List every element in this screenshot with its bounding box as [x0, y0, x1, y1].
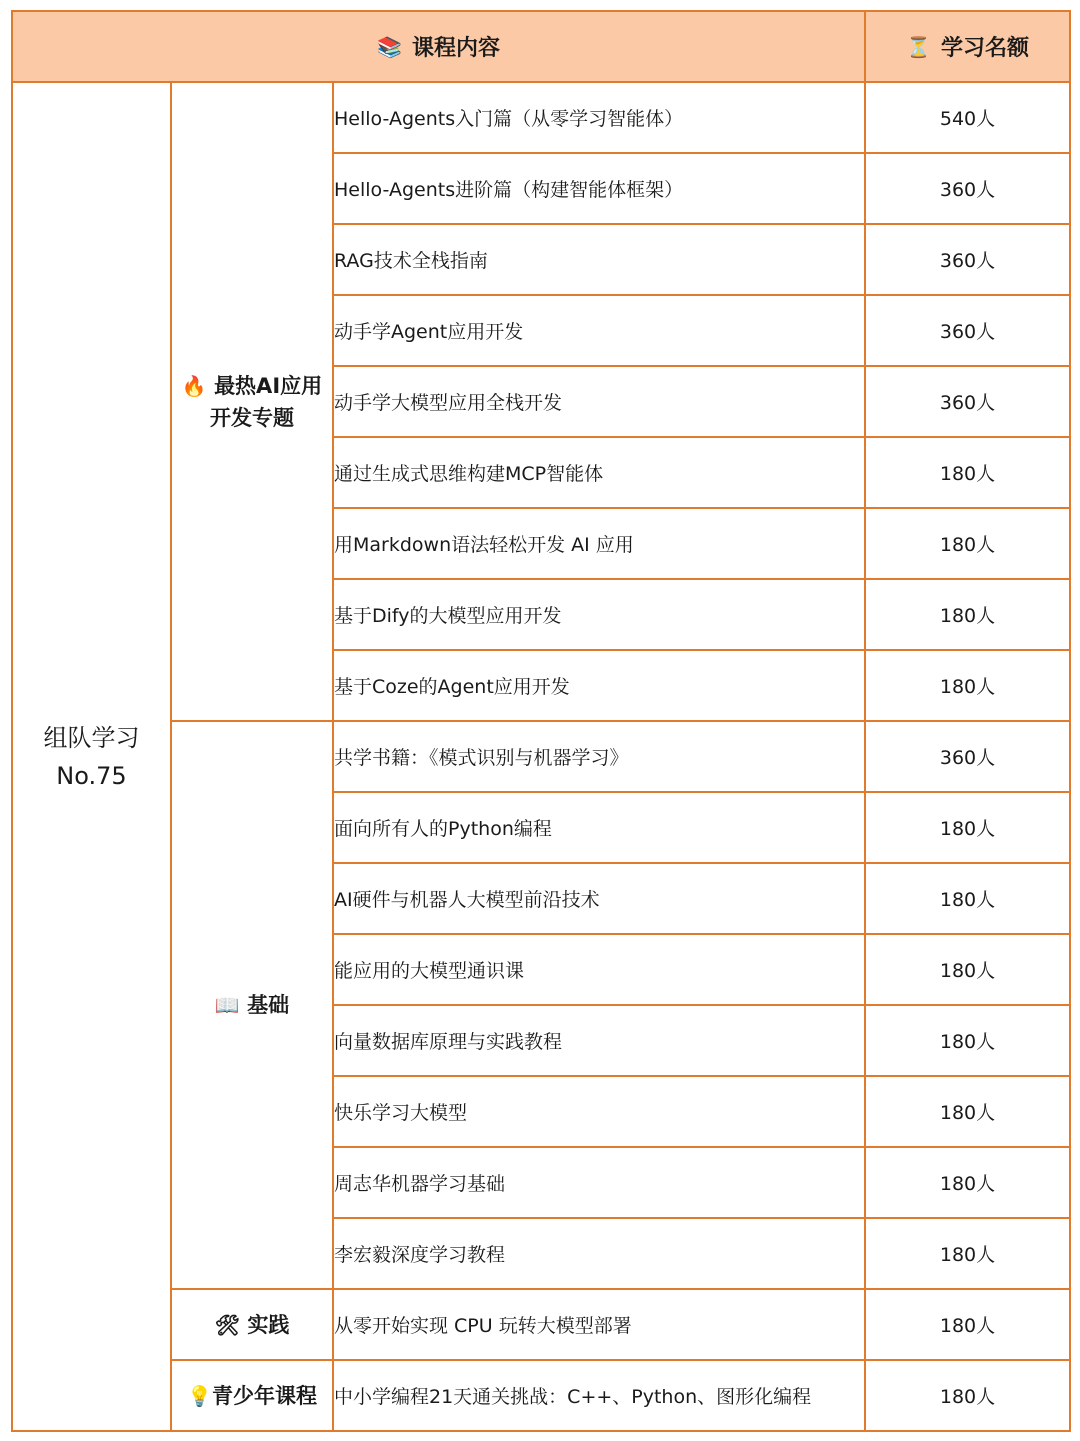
table-row	[12, 82, 1070, 153]
tools-icon: 🛠	[214, 1312, 241, 1337]
lightbulb-icon: 💡	[187, 1383, 212, 1408]
course-name: 动手学Agent应用开发	[333, 295, 865, 366]
category-basic	[171, 721, 333, 1289]
course-quota: 180人	[865, 1076, 1070, 1147]
category-hot-line1: 最热AI应用	[214, 373, 323, 398]
course-quota: 180人	[865, 1147, 1070, 1218]
course-name: AI硬件与机器人大模型前沿技术	[333, 863, 865, 934]
course-quota: 360人	[865, 295, 1070, 366]
course-quota: 180人	[865, 1360, 1070, 1431]
course-table	[11, 10, 1071, 1432]
table-row	[12, 1360, 1070, 1431]
course-quota: 180人	[865, 934, 1070, 1005]
course-quota: 360人	[865, 366, 1070, 437]
course-name: 能应用的大模型通识课	[333, 934, 865, 1005]
course-quota: 180人	[865, 508, 1070, 579]
category-youth-label: 青少年课程	[211, 1383, 317, 1408]
course-quota: 360人	[865, 153, 1070, 224]
category-hot-ai	[171, 82, 333, 721]
course-name: 基于Coze的Agent应用开发	[333, 650, 865, 721]
course-name: 面向所有人的Python编程	[333, 792, 865, 863]
category-basic-label: 基础	[247, 993, 290, 1017]
course-name: 通过生成式思维构建MCP智能体	[333, 437, 865, 508]
course-name: 动手学大模型应用全栈开发	[333, 366, 865, 437]
category-youth	[171, 1360, 333, 1431]
header-row	[12, 11, 1070, 82]
books-icon: 📚	[377, 34, 402, 59]
hourglass-icon: ⏳	[906, 34, 931, 59]
header-quota-label: 学习名额	[940, 36, 1029, 61]
category-practice	[171, 1289, 333, 1360]
group-title: 组队学习	[43, 723, 140, 752]
header-course-content	[12, 11, 865, 82]
group-cell	[12, 82, 171, 1431]
table-row	[12, 721, 1070, 792]
course-quota: 180人	[865, 1218, 1070, 1289]
course-name: 中小学编程21天通关挑战：C++、Python、图形化编程	[333, 1360, 865, 1431]
course-name: 基于Dify的大模型应用开发	[333, 579, 865, 650]
course-quota: 180人	[865, 863, 1070, 934]
course-name: 周志华机器学习基础	[333, 1147, 865, 1218]
course-name: Hello-Agents进阶篇（构建智能体框架）	[333, 153, 865, 224]
course-quota: 360人	[865, 224, 1070, 295]
open-book-icon: 📖	[214, 993, 240, 1017]
header-content-label: 课程内容	[411, 36, 500, 61]
course-name: 从零开始实现 CPU 玩转大模型部署	[333, 1289, 865, 1360]
category-hot-line2: 开发专题	[209, 405, 294, 430]
table-row	[12, 1289, 1070, 1360]
course-name: 向量数据库原理与实践教程	[333, 1005, 865, 1076]
course-name: 快乐学习大模型	[333, 1076, 865, 1147]
course-quota: 540人	[865, 82, 1070, 153]
course-quota: 180人	[865, 437, 1070, 508]
course-name: 用Markdown语法轻松开发 AI 应用	[333, 508, 865, 579]
course-name: RAG技术全栈指南	[333, 224, 865, 295]
course-name: Hello-Agents入门篇（从零学习智能体）	[333, 82, 865, 153]
course-name: 李宏毅深度学习教程	[333, 1218, 865, 1289]
course-quota: 180人	[865, 1289, 1070, 1360]
category-practice-label: 实践	[247, 1312, 290, 1337]
fire-icon: 🔥	[181, 373, 207, 398]
header-quota	[865, 11, 1070, 82]
course-quota: 180人	[865, 579, 1070, 650]
course-quota: 180人	[865, 1005, 1070, 1076]
course-quota: 360人	[865, 721, 1070, 792]
course-quota: 180人	[865, 650, 1070, 721]
course-name: 共学书籍：《模式识别与机器学习》	[333, 721, 865, 792]
group-number: No.75	[56, 761, 127, 790]
course-quota: 180人	[865, 792, 1070, 863]
